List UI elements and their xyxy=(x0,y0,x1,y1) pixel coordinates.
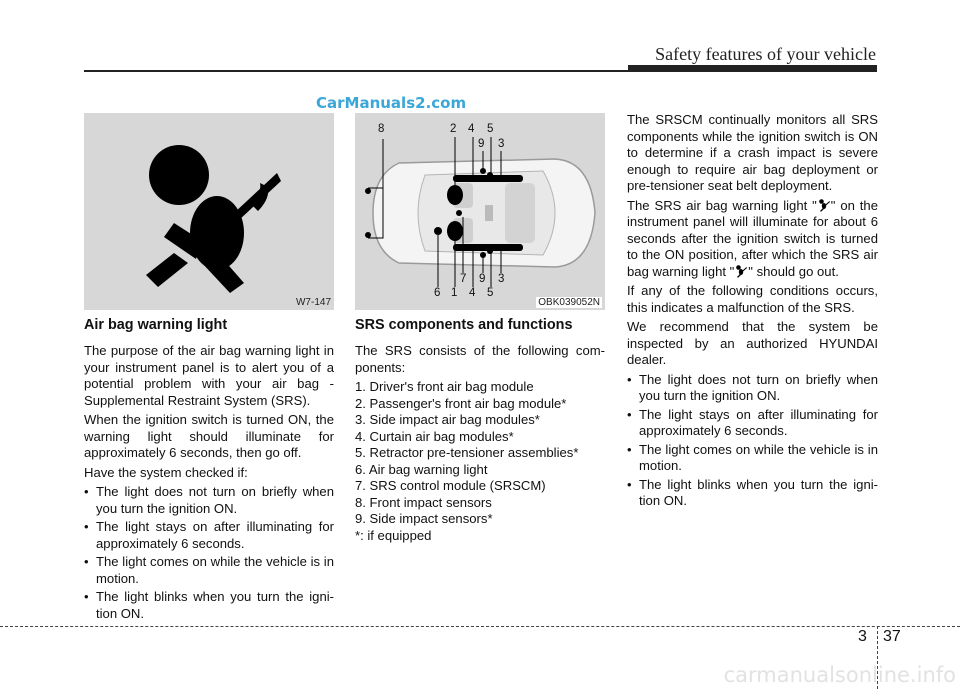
bullet-list xyxy=(627,372,878,510)
text-fragment: " should go out. xyxy=(748,263,839,279)
airbag-warning-icon xyxy=(817,198,831,212)
figure-caption: W7-147 xyxy=(295,297,331,308)
callout-8: 8 xyxy=(378,123,385,135)
paragraph: When the ignition switch is turned ON, the warning light should illuminate for approximately 6 seconds, then go off. xyxy=(84,412,334,460)
list-item: 1. Driver's front air bag module xyxy=(355,379,534,394)
paragraph: If any of the following conditions occurs, this indicates a malfunction of the SRS. xyxy=(627,283,878,315)
list-item: • The light stays on after illuminating for approximately 6 seconds. xyxy=(84,519,334,552)
paragraph-warning-light xyxy=(627,198,878,281)
callout-3-bottom: 3 xyxy=(498,273,505,285)
callout-7: 7 xyxy=(460,273,467,285)
list-item: 7. SRS control module (SRSCM) xyxy=(355,478,546,493)
paragraph: We recommend that the system be inspected by an authorized HYUNDAI dealer. xyxy=(627,319,878,367)
list-item: • The light comes on while the vehicle is in motion. xyxy=(84,554,334,587)
list-item: 4. Curtain air bag modules* xyxy=(355,428,514,444)
srs-components-figure xyxy=(355,113,605,310)
paragraph: The SRSCM continually monitors all SRS components while the ignition switch is ON to determine if a crash impact is severe enough to require air bag deployment or pre-tensioner seat belt deployment. xyxy=(627,112,878,193)
list-item: • The light does not turn on briefly when you turn the ignition ON. xyxy=(84,484,334,517)
paragraph: The SRS consists of the following com- ponents: xyxy=(355,343,605,375)
left-column xyxy=(84,316,334,624)
text-fragment: The SRS air bag warning light " xyxy=(627,197,817,213)
paragraph: The purpose of the air bag warning light in your instrument panel is to alert you of a potential problem with your air bag - Supplemental Restraint System (SRS). xyxy=(84,343,334,408)
chapter-number: 3 xyxy=(858,628,867,645)
callout-1: 1 xyxy=(451,287,458,299)
list-item: 5. Retractor pre-tensioner assemblies* xyxy=(355,445,579,460)
callout-9-bottom: 9 xyxy=(479,273,486,285)
callout-4-bottom: 4 xyxy=(469,287,476,299)
list-item: 6. Air bag warning light xyxy=(355,461,488,477)
header-rule xyxy=(84,70,877,72)
callout-2: 2 xyxy=(450,123,457,135)
list-item: • The light blinks when you turn the igni- tion ON. xyxy=(627,477,878,510)
list-item: • The light stays on after illuminating for approximately 6 seconds. xyxy=(627,407,878,440)
list-item: • The light does not turn on briefly when you turn the ignition ON. xyxy=(627,372,878,405)
list-item: *: if equipped xyxy=(355,527,432,543)
section-heading: SRS components and functions xyxy=(355,317,573,333)
callout-4: 4 xyxy=(468,123,475,135)
paragraph: Have the system checked if: xyxy=(84,464,248,480)
airbag-warning-icon xyxy=(734,264,748,278)
list-item: • The light comes on while the vehicle is in motion. xyxy=(627,442,878,475)
list-item: 9. Side impact sensors* xyxy=(355,511,493,526)
callout-6: 6 xyxy=(434,287,441,299)
callout-5-bottom: 5 xyxy=(487,287,494,299)
middle-column xyxy=(355,316,605,544)
list-item: 2. Passenger's front air bag module* xyxy=(355,395,567,411)
page-number: 37 xyxy=(883,628,901,645)
list-item: 8. Front impact sensors xyxy=(355,494,492,510)
text-fragment: " on the instrument panel will illuminate for about 6 seconds after the ignition switch is turned to the ON position, after which the SRS air bag warning light " xyxy=(627,197,878,279)
component-list xyxy=(355,379,605,544)
running-header-title: Safety features of your vehicle xyxy=(655,44,876,64)
list-item: 3. Side impact air bag modules* xyxy=(355,412,540,427)
section-heading: Air bag warning light xyxy=(84,317,228,333)
callout-3: 3 xyxy=(498,138,505,150)
right-column xyxy=(627,112,878,512)
watermark-link[interactable]: CarManuals2.com xyxy=(316,94,467,112)
footer-rule xyxy=(0,626,960,627)
airbag-warning-icon xyxy=(84,113,334,310)
callout-9: 9 xyxy=(478,138,485,150)
callout-5: 5 xyxy=(487,123,494,135)
bullet-list xyxy=(84,484,334,622)
airbag-warning-figure xyxy=(84,113,334,310)
list-item: • The light blinks when you turn the igni- tion ON. xyxy=(84,589,334,622)
footer-watermark: carmanualsonline.info xyxy=(723,663,956,687)
figure-caption: OBK039052N xyxy=(538,297,600,308)
